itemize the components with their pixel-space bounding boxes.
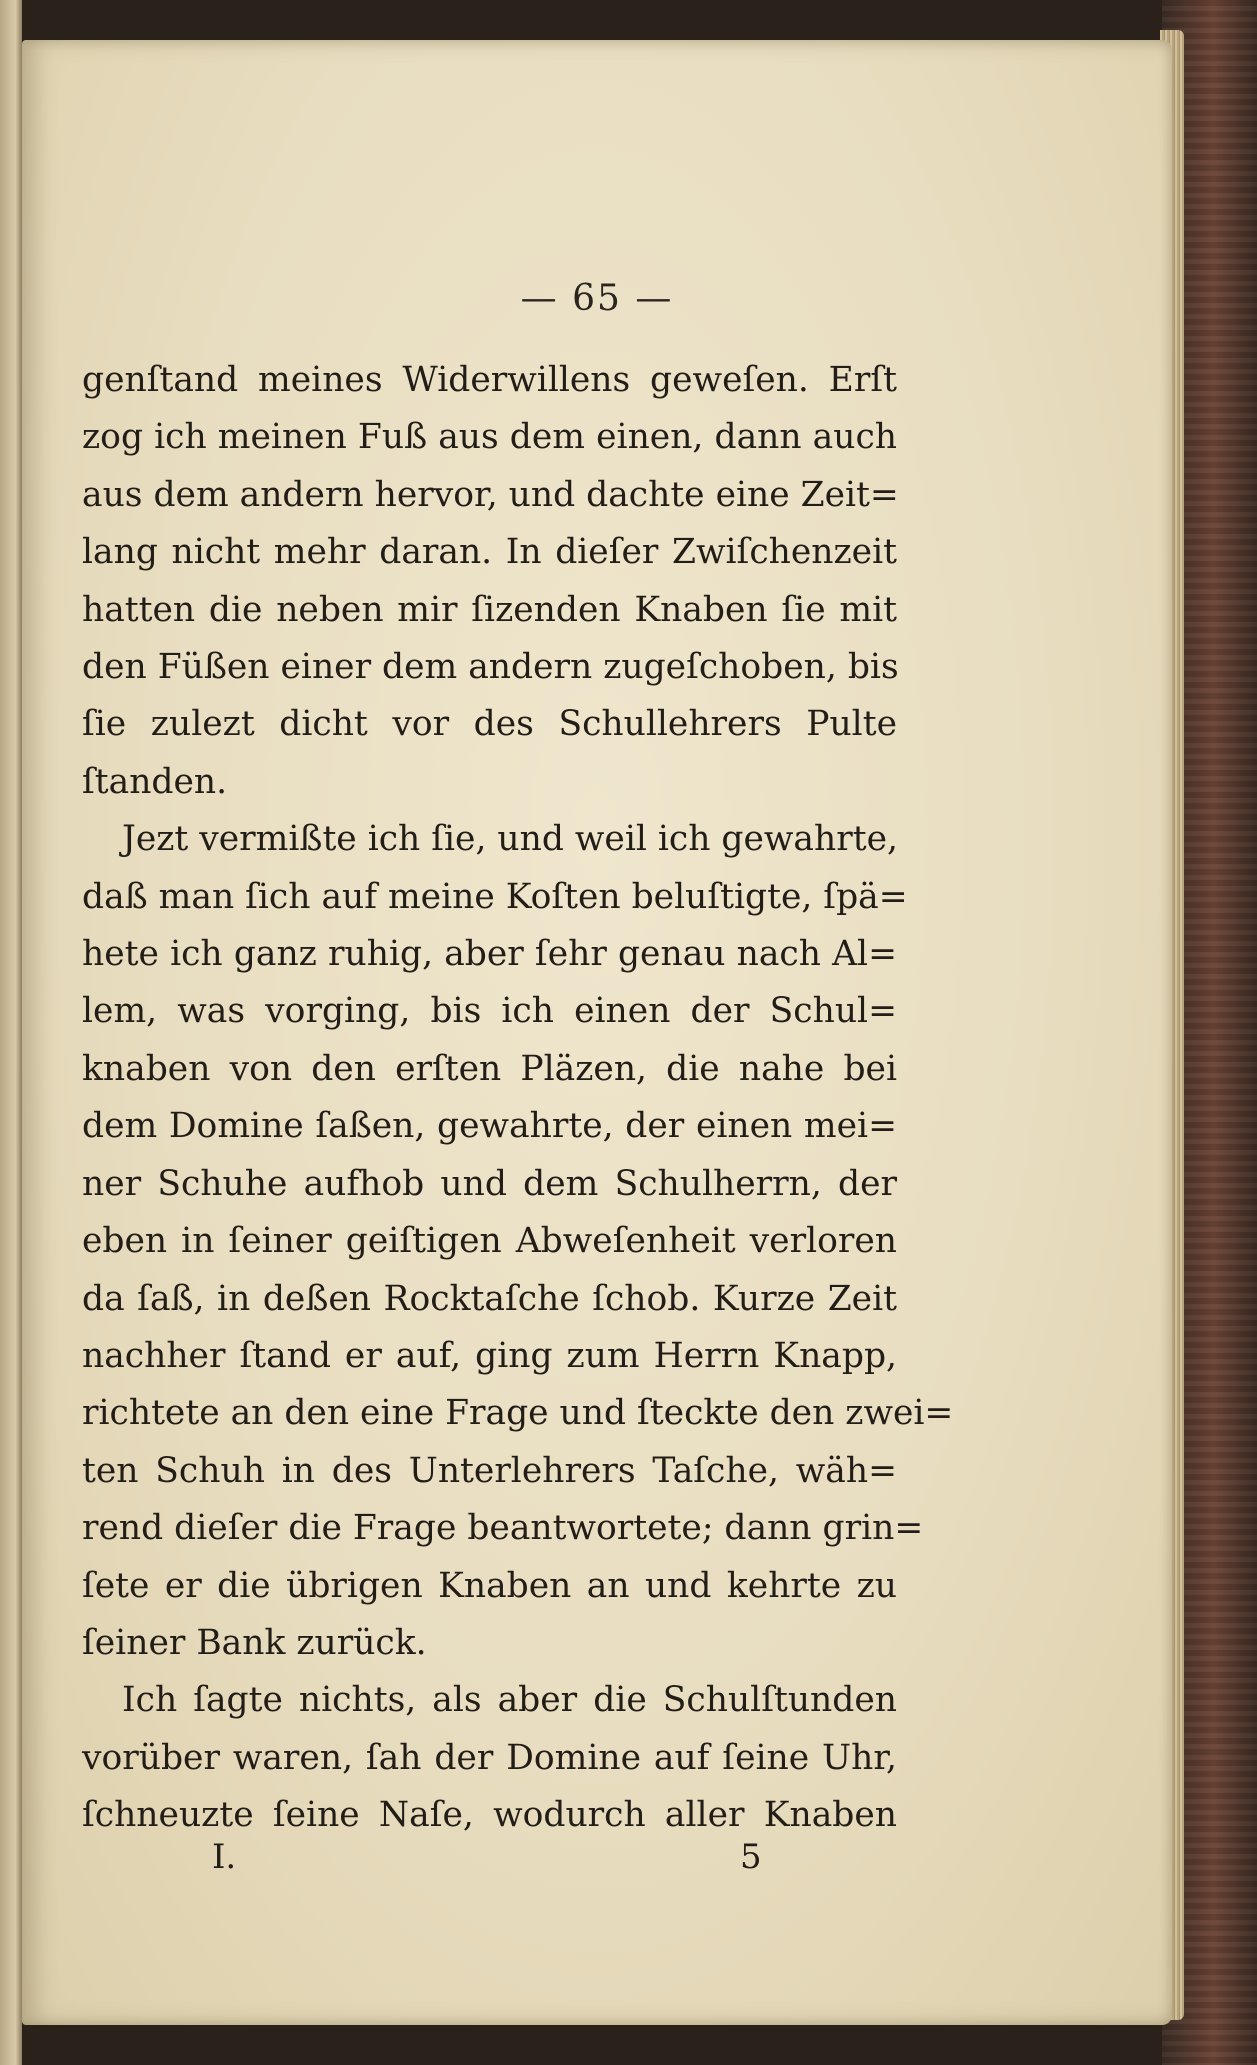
body-text — [82, 352, 954, 1845]
text-line: vorüber waren, ſah der Domine auf ſeine Uhr, — [82, 1737, 897, 1778]
text-line: knaben von den erſten Pläzen, die nahe bei — [82, 1048, 897, 1089]
text-line: ſete er die übrigen Knaben an und kehrte zu — [82, 1565, 897, 1606]
text-line: hatten die neben mir ſizenden Knaben ſie mit — [82, 589, 897, 630]
text-line: genſtand meines Widerwillens geweſen. Erſt — [82, 360, 897, 400]
folio-mark: 5 — [740, 1837, 762, 1877]
text-line: ſie zulezt dicht vor des Schullehrers Pulte — [82, 704, 897, 745]
text-line: richtete an den eine Frage und ſteckte den zwei= — [82, 1393, 954, 1434]
text-line: ſtanden. — [82, 761, 228, 802]
page-number: — 65 — — [520, 278, 674, 319]
text-line: hete ich ganz ruhig, aber ſehr genau nach Al= — [82, 934, 897, 975]
text-line: ſeiner Bank zurück. — [82, 1622, 427, 1663]
text-line: ten Schuh in des Unterlehrers Taſche, wäh= — [82, 1450, 897, 1491]
signature-mark: I. — [212, 1837, 237, 1877]
text-line: lem, was vorging, bis ich einen der Schul= — [82, 991, 897, 1032]
text-line: Ich ſagte nichts, als aber die Schulſtunden — [122, 1680, 897, 1721]
text-line: rend dieſer die Frage beantwortete; dann grin= — [82, 1508, 924, 1549]
book-page — [22, 40, 1172, 2025]
text-line: aus dem andern hervor, und dachte eine Zeit= — [82, 474, 899, 515]
text-line: da ſaß, in deßen Rocktaſche ſchob. Kurze Zeit — [82, 1278, 897, 1319]
previous-page-edge — [0, 0, 22, 2065]
text-line: Jezt vermißte ich ſie, und weil ich gewahrte, — [122, 819, 898, 860]
text-line: daß man ſich auf meine Koſten beluſtigte, ſpä= — [82, 876, 908, 917]
text-line: den Füßen einer dem andern zugeſchoben, bis — [82, 647, 899, 688]
text-line: zog ich meinen Fuß aus dem einen, dann auch — [82, 417, 897, 458]
text-line: eben in ſeiner geiſtigen Abweſenheit verloren — [82, 1221, 897, 1262]
text-line: ſchneuzte ſeine Naſe, wodurch aller Knaben — [82, 1795, 897, 1836]
text-line: dem Domine ſaßen, gewahrte, der einen mei= — [82, 1106, 897, 1147]
text-line: ner Schuhe aufhob und dem Schulherrn, der — [82, 1163, 897, 1204]
text-line: lang nicht mehr daran. In dieſer Zwiſchenzeit — [82, 532, 897, 573]
text-line: nachher ſtand er auf, ging zum Herrn Knapp, — [82, 1335, 897, 1376]
